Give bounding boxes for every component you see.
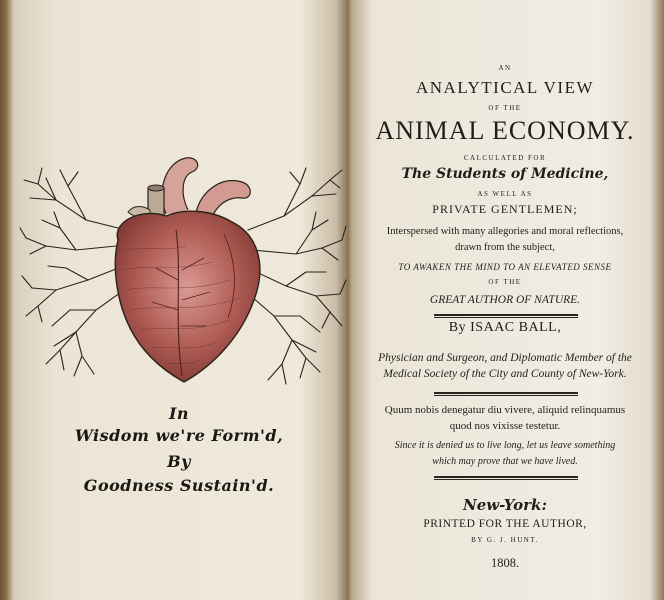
imprint-printed-for: PRINTED FOR THE AUTHOR, — [423, 518, 587, 530]
english-motto-1: Since it is denied us to live long, let us leave something — [394, 440, 616, 451]
main-title: ANIMAL ECONOMY. — [375, 116, 635, 145]
imprint-year: 1808. — [490, 556, 520, 570]
title-interspersed: Interspersed with many allegories and moral reflections, — [386, 226, 624, 237]
latin-motto-1: Quum nobis denegatur diu vivere, aliquid relinquamus — [384, 404, 626, 416]
title-an: AN — [498, 64, 512, 72]
motto-line-4: Goodness Sustain'd. — [83, 476, 275, 495]
heart-engraving — [16, 150, 348, 400]
english-motto-2: which may prove that we have lived. — [432, 456, 578, 467]
author-role-1: Physician and Surgeon, and Diplomatic Member of the — [378, 352, 632, 364]
author-name: By ISAAC BALL, — [448, 320, 562, 335]
right-page-title — [352, 0, 658, 600]
title-of-the-2: OF THE — [488, 278, 522, 286]
motto-line-1: In — [168, 404, 190, 423]
title-calculated-for: CALCULATED FOR — [463, 154, 547, 162]
left-vessel-tree — [20, 168, 131, 376]
rule-3 — [434, 476, 578, 480]
rule-1 — [434, 314, 578, 318]
title-of-the: OF THE — [488, 104, 522, 112]
title-as-well-as: AS WELL AS — [477, 190, 533, 198]
left-page-frontispiece — [10, 0, 348, 600]
title-to-awaken: TO AWAKEN THE MIND TO AN ELEVATED SENSE — [398, 262, 612, 272]
author-role-2: Medical Society of the City and County of New-York. — [383, 368, 627, 380]
heart-body — [115, 211, 260, 382]
title-analytical-view: ANALYTICAL VIEW — [415, 78, 594, 97]
motto-line-2: Wisdom we're Form'd, — [74, 426, 284, 445]
title-drawn-from: drawn from the subject, — [455, 242, 555, 253]
latin-motto-2: quod nos vixisse testetur. — [449, 420, 561, 432]
motto-line-3: By — [167, 452, 191, 471]
imprint-place: New-York: — [463, 496, 547, 514]
title-private-gentlemen: PRIVATE GENTLEMEN; — [432, 202, 578, 216]
title-students: The Students of Medicine, — [401, 166, 609, 182]
aorta — [162, 158, 198, 214]
title-great-author: GREAT AUTHOR OF NATURE. — [429, 294, 581, 306]
imprint-printer: BY G. J. HUNT. — [471, 536, 539, 544]
rule-2 — [434, 392, 578, 396]
